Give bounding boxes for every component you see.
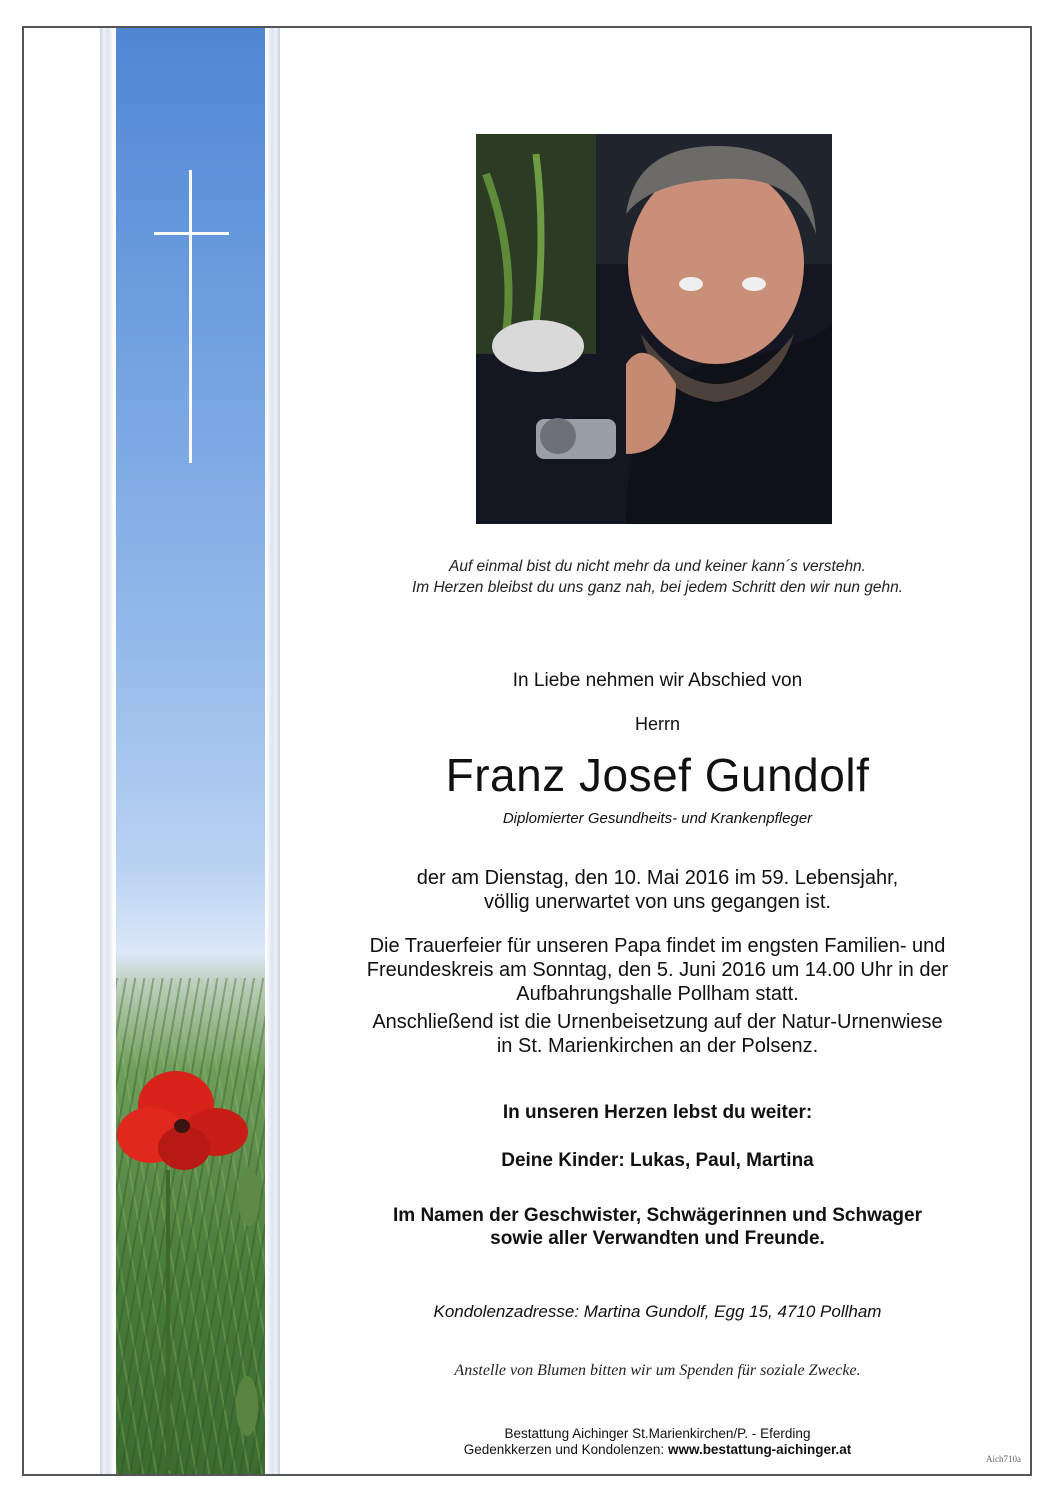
condolence-address: Kondolenzadresse: Martina Gundolf, Egg 15, 4710 Pollham — [433, 1302, 882, 1321]
quote-line: Im Herzen bleibst du uns ganz nah, bei jedem Schritt den wir nun gehn. — [411, 579, 904, 596]
burial-line: Anschließend ist die Urnenbeisetzung auf der Natur-Urnenwiese — [372, 1011, 943, 1033]
memorial-quote — [300, 556, 1015, 598]
family-text — [300, 1204, 1015, 1250]
deceased-name: Franz Josef Gundolf — [445, 749, 870, 801]
ceremony-line: Aufbahrungshalle Pollham statt. — [516, 983, 799, 1005]
ceremony-line: Freundeskreis am Sonntag, den 5. Juni 2016 um 14.00 Uhr in der — [366, 959, 949, 981]
poppy-bud — [236, 1376, 258, 1436]
contact-label: Gedenkkerzen und Kondolenzen: — [463, 1442, 668, 1457]
cross-icon — [189, 170, 192, 463]
document-code: Aich710a — [986, 1454, 1021, 1464]
undertaker-info — [300, 1426, 1015, 1458]
ceremony-line: Die Trauerfeier für unseren Papa findet im engsten Familien- und — [369, 935, 946, 957]
death-line: völlig unerwartet von uns gegangen ist. — [484, 891, 831, 913]
portrait-photo — [476, 134, 832, 524]
intro-text: In Liebe nehmen wir Abschied von — [512, 670, 803, 691]
death-line: der am Dienstag, den 10. Mai 2016 im 59. Lebensjahr, — [416, 867, 899, 889]
burial-line: in St. Marienkirchen an der Polsenz. — [496, 1035, 819, 1057]
children-text: Deine Kinder: Lukas, Paul, Martina — [501, 1150, 814, 1171]
burial-info — [300, 1010, 1015, 1058]
donation-note: Anstelle von Blumen bitten wir um Spenden für soziale Zwecke. — [454, 1362, 861, 1379]
hearts-text: In unseren Herzen lebst du weiter: — [502, 1102, 813, 1123]
ceremony-info — [300, 934, 1015, 1006]
profession: Diplomierter Gesundheits- und Krankenpfleger — [502, 810, 813, 827]
poppy-flower-image — [116, 1060, 251, 1180]
salutation: Herrn — [634, 714, 680, 734]
website-link[interactable]: www.bestattung-aichinger.at — [667, 1442, 852, 1457]
cross-icon-bar — [154, 232, 229, 235]
undertaker-name: Bestattung Aichinger St.Marienkirchen/P. - Eferding — [504, 1426, 811, 1441]
family-line: Im Namen der Geschwister, Schwägerinnen und Schwager — [393, 1205, 922, 1226]
death-notice — [300, 866, 1015, 914]
quote-line: Auf einmal bist du nicht mehr da und keiner kann´s verstehn. — [448, 558, 866, 575]
family-line: sowie aller Verwandten und Freunde. — [490, 1228, 825, 1249]
poppy-stem — [166, 1170, 170, 1470]
undertaker-contact — [300, 1442, 1015, 1458]
